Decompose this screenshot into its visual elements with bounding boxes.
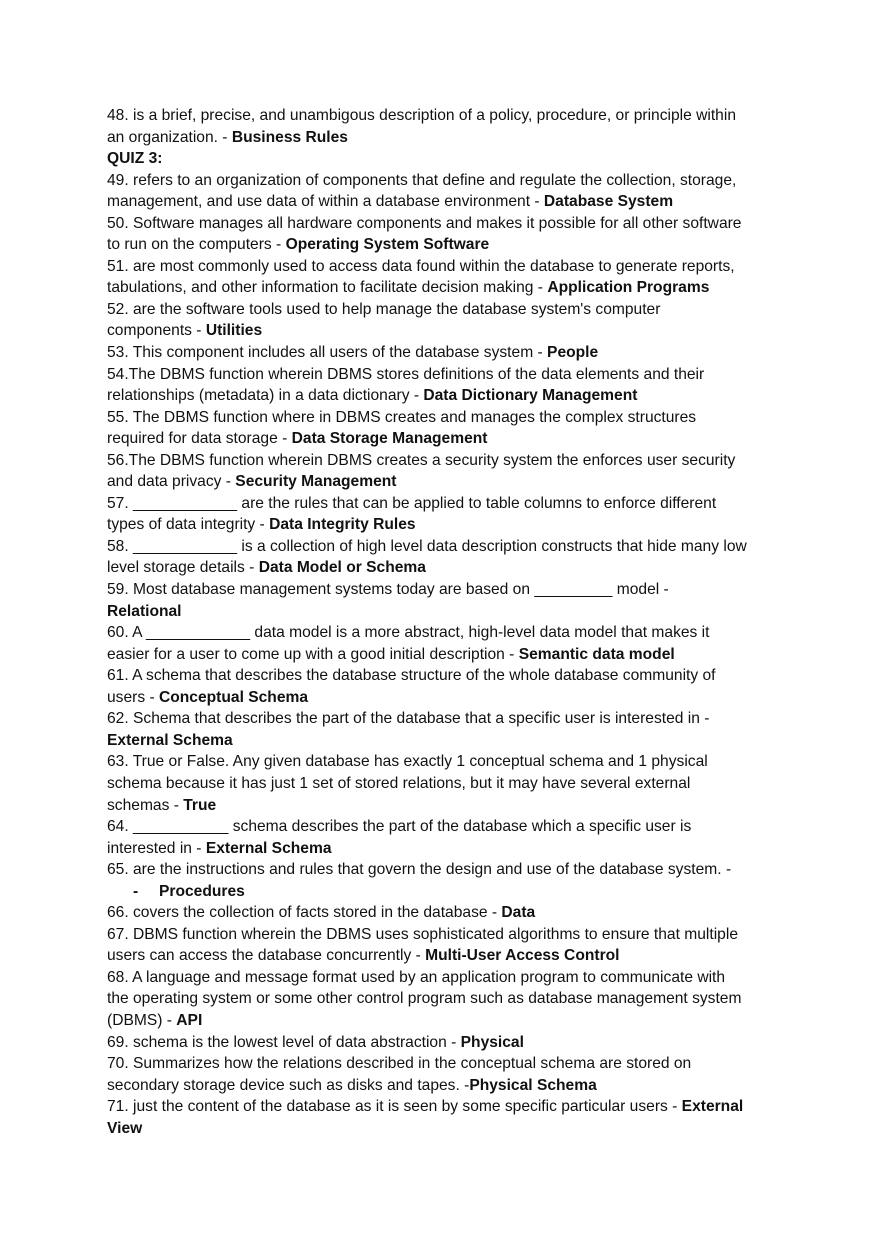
q67-answer: Multi-User Access Control — [425, 947, 620, 965]
q64-line-1: 64. ___________ schema describes the part of the database which a specific user is — [107, 818, 692, 836]
q51-line-2: tabulations, and other information to facilitate decision making - Application Programs — [107, 279, 710, 297]
q52-line-1: 52. are the software tools used to help manage the database system's computer — [107, 300, 661, 318]
q65-answer: Procedures — [159, 882, 245, 900]
bullet-dash: - — [133, 882, 139, 900]
q70-line-1: 70. Summarizes how the relations described in the conceptual schema are stored on — [107, 1055, 692, 1073]
q54-line-1: 54.The DBMS function wherein DBMS stores definitions of the data elements and their — [107, 365, 705, 383]
q61-line-1: 61. A schema that describes the database structure of the whole database community of — [107, 667, 716, 685]
q48-line-1: 48. is a brief, precise, and unambigous description of a policy, procedure, or principle within — [107, 107, 736, 124]
q60-line-2: easier for a user to come up with a good initial description - Semantic data model — [107, 645, 675, 663]
q51-line-1: 51. are most commonly used to access data found within the database to generate reports, — [107, 257, 735, 275]
q59-line-2 — [107, 601, 779, 623]
q50-line-2: to run on the computers - Operating System Software — [107, 236, 490, 254]
q56-line-1: 56.The DBMS function wherein DBMS creates a security system the enforces user security — [107, 451, 736, 469]
q61-line-2: users - Conceptual Schema — [107, 688, 309, 706]
q58-line-2: level storage details - Data Model or Schema — [107, 559, 426, 577]
q58-answer: Data Model or Schema — [258, 559, 426, 577]
q48-line-2: an organization. - Business Rules — [107, 128, 348, 146]
q49-answer: Database System — [543, 193, 674, 211]
q58-line-1: 58. ____________ is a collection of high level data description constructs that hide many low — [107, 537, 747, 555]
q56-line-2: and data privacy - Security Management — [107, 473, 397, 491]
q62-line-2 — [107, 730, 779, 752]
q61-answer: Conceptual Schema — [159, 688, 309, 706]
q62-line-1: 62. Schema that describes the part of the database that a specific user is interested in - — [107, 710, 710, 728]
q63-line-2: schema because it has just 1 set of stored relations, but it may have several external — [107, 774, 691, 792]
q63-line-3: schemas - True — [107, 796, 217, 814]
document-page — [107, 105, 779, 1139]
quiz-heading: QUIZ 3: — [107, 150, 163, 168]
q50-answer: Operating System Software — [285, 236, 490, 254]
q65-answer-bullet — [107, 881, 779, 903]
q56-answer: Security Management — [235, 473, 397, 491]
q60-answer: Semantic data model — [518, 645, 675, 663]
q57-line-2: types of data integrity - Data Integrity Rules — [107, 516, 416, 534]
q67-line-2: users can access the database concurrently - Multi-User Access Control — [107, 947, 620, 965]
q59-answer: Relational — [107, 602, 182, 620]
q63-answer: True — [183, 796, 217, 814]
q51-answer: Application Programs — [547, 279, 710, 297]
q64-answer: External Schema — [205, 839, 332, 857]
q48-answer: Business Rules — [231, 128, 348, 146]
q55-line-2: required for data storage - Data Storage Management — [107, 430, 488, 448]
q63-line-1: 63. True or False. Any given database has exactly 1 conceptual schema and 1 physical — [107, 753, 708, 771]
q49-line-2: management, and use data of within a database environment - Database System — [107, 193, 674, 211]
q53-answer: People — [547, 344, 599, 362]
q70-line-2: secondary storage device such as disks and tapes. -Physical Schema — [107, 1076, 597, 1094]
q49-line-1: 49. refers to an organization of components that define and regulate the collection, storage, — [107, 171, 737, 189]
q50-line-1: 50. Software manages all hardware components and makes it possible for all other software — [107, 214, 742, 232]
q57-answer: Data Integrity Rules — [269, 516, 416, 534]
q71-answer: External — [681, 1098, 744, 1116]
q60-line-1: 60. A ____________ data model is a more abstract, high-level data model that makes it — [107, 624, 710, 642]
q57-line-1: 57. ____________ are the rules that can be applied to table columns to enforce different — [107, 494, 717, 512]
q52-answer: Utilities — [205, 322, 263, 340]
q64-line-2: interested in - External Schema — [107, 839, 332, 857]
q65-line-1: 65. are the instructions and rules that govern the design and use of the database system. - — [107, 861, 732, 879]
q68-line-3: (DBMS) - API — [107, 1011, 203, 1029]
q54-line-2: relationships (metadata) in a data dictionary - Data Dictionary Management — [107, 387, 638, 405]
q53-line-1: 53. This component includes all users of the database system - People — [107, 344, 599, 362]
q69-line-1: 69. schema is the lowest level of data abstraction - Physical — [107, 1033, 524, 1051]
q67-line-1: 67. DBMS function wherein the DBMS uses sophisticated algorithms to ensure that multiple — [107, 925, 738, 943]
q68-answer: API — [176, 1011, 203, 1029]
q71-line-2 — [107, 1118, 779, 1140]
q71-line-1: 71. just the content of the database as it is seen by some specific particular users - External — [107, 1098, 744, 1116]
q52-line-2: components - Utilities — [107, 322, 263, 340]
q55-answer: Data Storage Management — [291, 430, 488, 448]
q54-answer: Data Dictionary Management — [423, 387, 638, 405]
q59-line-1: 59. Most database management systems today are based on _________ model - — [107, 581, 669, 599]
q68-line-1: 68. A language and message format used by an application program to communicate with — [107, 968, 726, 986]
q55-line-1: 55. The DBMS function where in DBMS creates and manages the complex structures — [107, 408, 697, 426]
q70-answer: Physical Schema — [469, 1076, 597, 1094]
q71-answer-cont: View — [107, 1119, 143, 1137]
q66-line-1: 66. covers the collection of facts stored in the database - Data — [107, 904, 536, 922]
q66-answer: Data — [501, 904, 536, 922]
q62-answer: External Schema — [107, 731, 233, 749]
q69-answer: Physical — [460, 1033, 524, 1051]
q68-line-2: the operating system or some other control program such as database management system — [107, 990, 742, 1008]
